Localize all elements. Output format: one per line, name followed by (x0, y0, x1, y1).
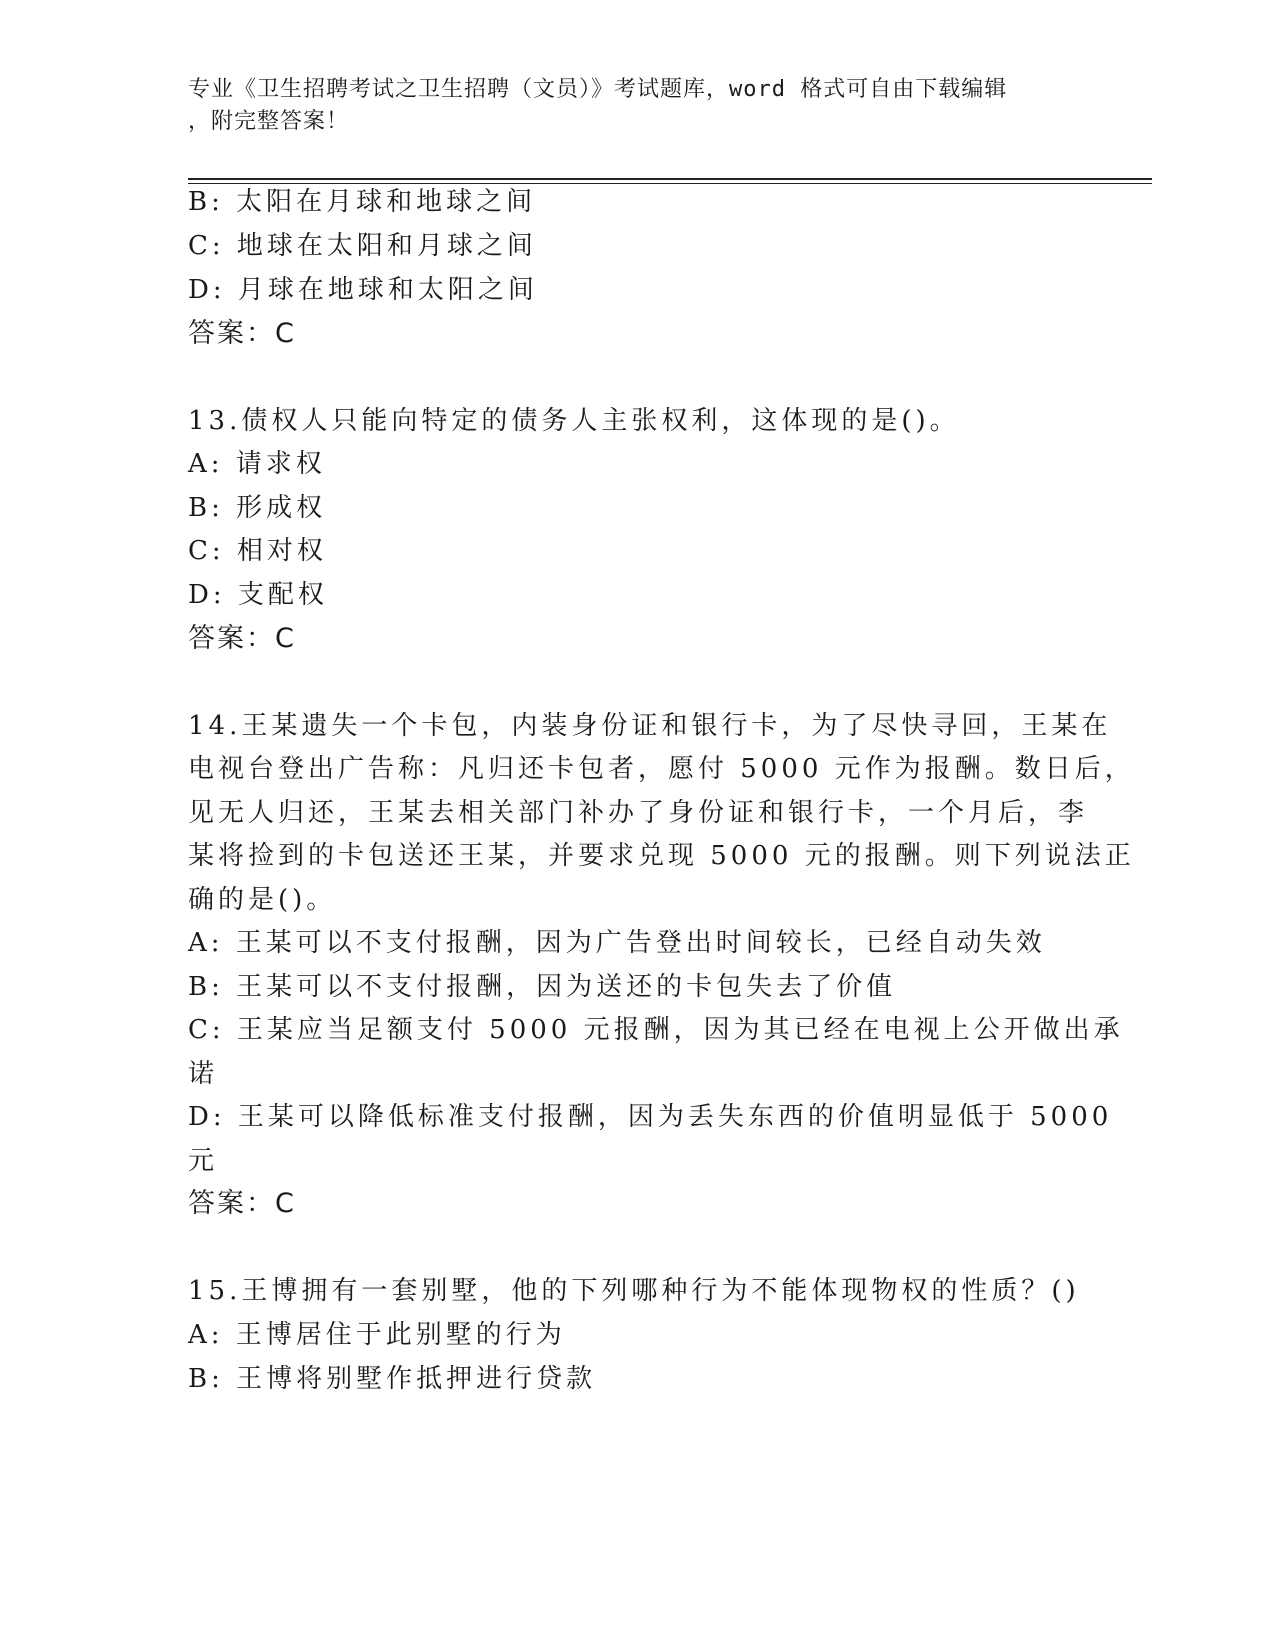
q12-option-d: D: 月球在地球和太阳之间 (188, 275, 538, 305)
q14-option-a: A: 王某可以不支付报酬，因为广告登出时间较长，已经自动失效 (188, 928, 1046, 958)
q14-question-line-1: 14.王某遗失一个卡包，内装身份证和银行卡，为了尽快寻回，王某在 (188, 711, 1112, 741)
document-header (188, 74, 1068, 138)
q14-question-line-4: 某将捡到的卡包送还王某，并要求兑现 5000 元的报酬。则下列说法正 (188, 841, 1135, 871)
q13-option-c: C: 相对权 (188, 536, 327, 566)
q14-question-line-5: 确的是()。 (188, 885, 337, 915)
q12-option-b: B: 太阳在月球和地球之间 (188, 187, 537, 217)
q14-question-line-3: 见无人归还，王某去相关部门补办了身份证和银行卡，一个月后，李 (188, 798, 1089, 828)
q12-answer: 答案：C (188, 318, 296, 349)
q13-option-d: D: 支配权 (188, 580, 328, 610)
q14-option-b: B: 王某可以不支付报酬，因为送还的卡包失去了价值 (188, 972, 897, 1002)
header-line-1: 专业《卫生招聘考试之卫生招聘（文员）》考试题库，word 格式可自由下载编辑 (188, 77, 1008, 102)
header-line-2: ，附完整答案！ (188, 109, 350, 134)
q14-option-c-line-2: 诺 (188, 1059, 219, 1089)
q14-answer: 答案：C (188, 1188, 296, 1219)
q14-option-d-line-1: D: 王某可以降低标准支付报酬，因为丢失东西的价值明显低于 5000 (188, 1102, 1113, 1132)
q13-answer: 答案：C (188, 623, 296, 654)
q13-option-b: B: 形成权 (188, 493, 327, 523)
q15-option-a: A: 王博居住于此别墅的行为 (188, 1320, 566, 1350)
q15-option-b: B: 王博将别墅作抵押进行贷款 (188, 1364, 597, 1394)
q15-question: 15.王博拥有一套别墅，他的下列哪种行为不能体现物权的性质？() (188, 1276, 1080, 1306)
q13-option-a: A: 请求权 (188, 449, 326, 479)
q13-question: 13.债权人只能向特定的债务人主张权利，这体现的是()。 (188, 406, 960, 436)
q14-question-line-2: 电视台登出广告称：凡归还卡包者，愿付 5000 元作为报酬。数日后， (188, 754, 1135, 784)
q12-option-c: C: 地球在太阳和月球之间 (188, 231, 537, 261)
q14-option-c-line-1: C: 王某应当足额支付 5000 元报酬，因为其已经在电视上公开做出承 (188, 1015, 1124, 1045)
q14-option-d-line-2: 元 (188, 1146, 219, 1176)
